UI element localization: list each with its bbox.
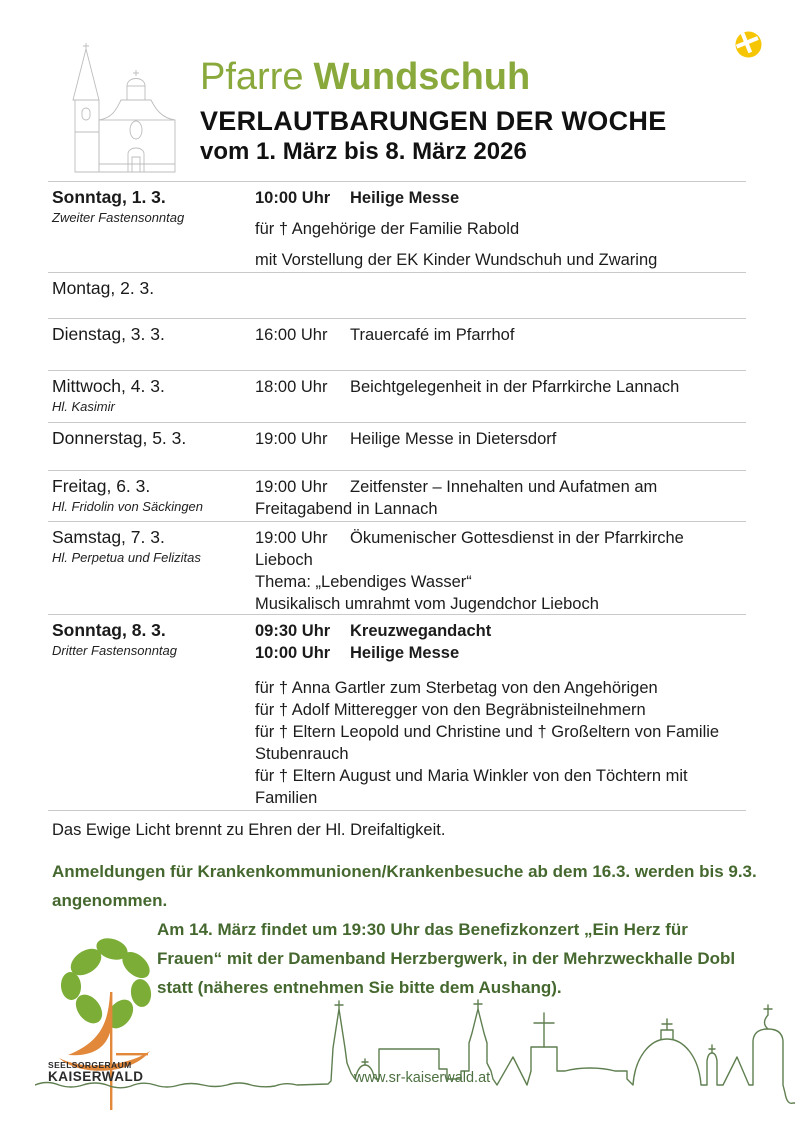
city-skyline-drawing [35, 993, 795, 1124]
day-column [48, 620, 255, 810]
logo-line-2: KAISERWALD [48, 1068, 144, 1084]
day-label: Donnerstag, 5. 3. [52, 428, 187, 448]
day-label: Freitag, 6. 3. [52, 476, 151, 496]
page-title: VERLAUTBARUNGEN DER WOCHE [200, 106, 667, 136]
event-text: Heilige Messe [350, 189, 460, 207]
intention-line: mit Vorstellung der EK Kinder Wundschuh und Zwaring [255, 251, 658, 269]
day-note: Hl. Kasimir [52, 399, 115, 414]
events-column [255, 476, 746, 521]
day-label: Sonntag, 1. 3. [52, 187, 166, 207]
day-note: Dritter Fastensonntag [52, 643, 178, 658]
event-line [255, 187, 746, 209]
event-text: Beichtgelegenheit in der Pfarrkirche Lannach [350, 378, 680, 396]
event-text: Heilige Messe [350, 644, 460, 662]
event-text: Ökumenischer Gottesdienst in der Pfarrkirche Lieboch [255, 529, 684, 569]
event-text: Zeitfenster – Innehalten und Aufatmen am Freitagabend in Lannach [255, 478, 658, 518]
logo-line-1: SEELSORGERAUM [48, 1060, 132, 1070]
benefit-concert-note: Am 14. März findet um 19:30 Uhr das Benefizkonzert „Ein Herz für Frauen“ mit der Damenband Herzbergwerk, in der Mehrzweckhalle Dobl statt (näheres entnehmen Sie bitte dem Aushang). [157, 920, 736, 997]
day-note: Zweiter Fastensonntag [52, 210, 185, 225]
intention-line: für † Eltern August und Maria Winkler von den Töchtern mit Familien [255, 767, 688, 807]
schedule-row-tuesday [48, 318, 746, 370]
day-label: Montag, 2. 3. [52, 278, 155, 298]
event-line [255, 642, 746, 664]
events-column [255, 187, 746, 272]
event-detail-line: Musikalisch umrahmt vom Jugendchor Lieboch [255, 595, 599, 613]
intention-line: für † Angehörige der Familie Rabold [255, 220, 520, 238]
events-column [255, 376, 746, 422]
weekly-schedule [48, 181, 746, 811]
event-time: 10:00 Uhr [255, 644, 331, 662]
day-column [48, 324, 255, 370]
website-url: www.sr-kaiserwald.at [354, 1070, 491, 1086]
event-detail-line: Thema: „Lebendiges Wasser“ [255, 573, 472, 591]
schedule-row-friday [48, 470, 746, 521]
event-time: 10:00 Uhr [255, 189, 331, 207]
day-label: Mittwoch, 4. 3. [52, 376, 165, 396]
schedule-row-thursday [48, 422, 746, 470]
day-column [48, 376, 255, 422]
registration-note: Anmeldungen für Krankenkommunionen/Krankenbesuche ab dem 16.3. werden bis 9.3. angenommen. [52, 862, 757, 910]
schedule-row-sunday-8 [48, 614, 746, 810]
event-line [255, 527, 746, 571]
events-column [255, 527, 746, 614]
cross-circle-badge-icon [735, 31, 762, 58]
schedule-row-sunday-1 [48, 181, 746, 272]
day-column [48, 527, 255, 614]
event-line [255, 620, 746, 642]
intention-line: für † Eltern Leopold und Christine und † Großeltern von Familie Stubenrauch [255, 723, 720, 763]
events-column [255, 428, 746, 470]
events-column [255, 620, 746, 810]
event-line [255, 376, 746, 398]
event-line [255, 428, 746, 450]
intention-line: für † Anna Gartler zum Sterbetag von den Angehörigen [255, 679, 658, 697]
event-time: 19:00 Uhr [255, 478, 328, 496]
event-time: 19:00 Uhr [255, 430, 328, 448]
day-note: Hl. Fridolin von Säckingen [52, 499, 204, 514]
event-text: Heilige Messe in Dietersdorf [350, 430, 557, 448]
day-column [48, 278, 255, 318]
parish-name-bold: Wundschuh [313, 56, 531, 98]
schedule-row-monday [48, 272, 746, 318]
date-range: vom 1. März bis 8. März 2026 [200, 138, 527, 165]
events-column [255, 278, 746, 318]
event-time: 09:30 Uhr [255, 622, 331, 640]
events-column [255, 324, 746, 370]
eternal-light-note: Das Ewige Licht brennt zu Ehren der Hl. Dreifaltigkeit. [52, 821, 446, 839]
schedule-row-saturday [48, 521, 746, 614]
schedule-bottom-divider [48, 810, 746, 811]
day-label: Sonntag, 8. 3. [52, 620, 166, 640]
parish-name [200, 55, 530, 99]
day-note: Hl. Perpetua und Felizitas [52, 550, 201, 565]
parish-name-light: Pfarre [200, 56, 304, 98]
day-column [48, 428, 255, 470]
event-text: Trauercafé im Pfarrhof [350, 326, 515, 344]
event-time: 16:00 Uhr [255, 326, 328, 344]
event-time: 19:00 Uhr [255, 529, 328, 547]
day-label: Dienstag, 3. 3. [52, 324, 165, 344]
event-text: Kreuzwegandacht [350, 622, 492, 640]
event-line [255, 476, 746, 520]
day-label: Samstag, 7. 3. [52, 527, 165, 547]
day-column [48, 187, 255, 272]
intention-line: für † Adolf Mitteregger von den Begräbnisteilnehmern [255, 701, 646, 719]
church-line-drawing-icon [57, 42, 187, 182]
day-column [48, 476, 255, 521]
event-time: 18:00 Uhr [255, 378, 328, 396]
event-line [255, 324, 746, 346]
schedule-row-wednesday [48, 370, 746, 422]
